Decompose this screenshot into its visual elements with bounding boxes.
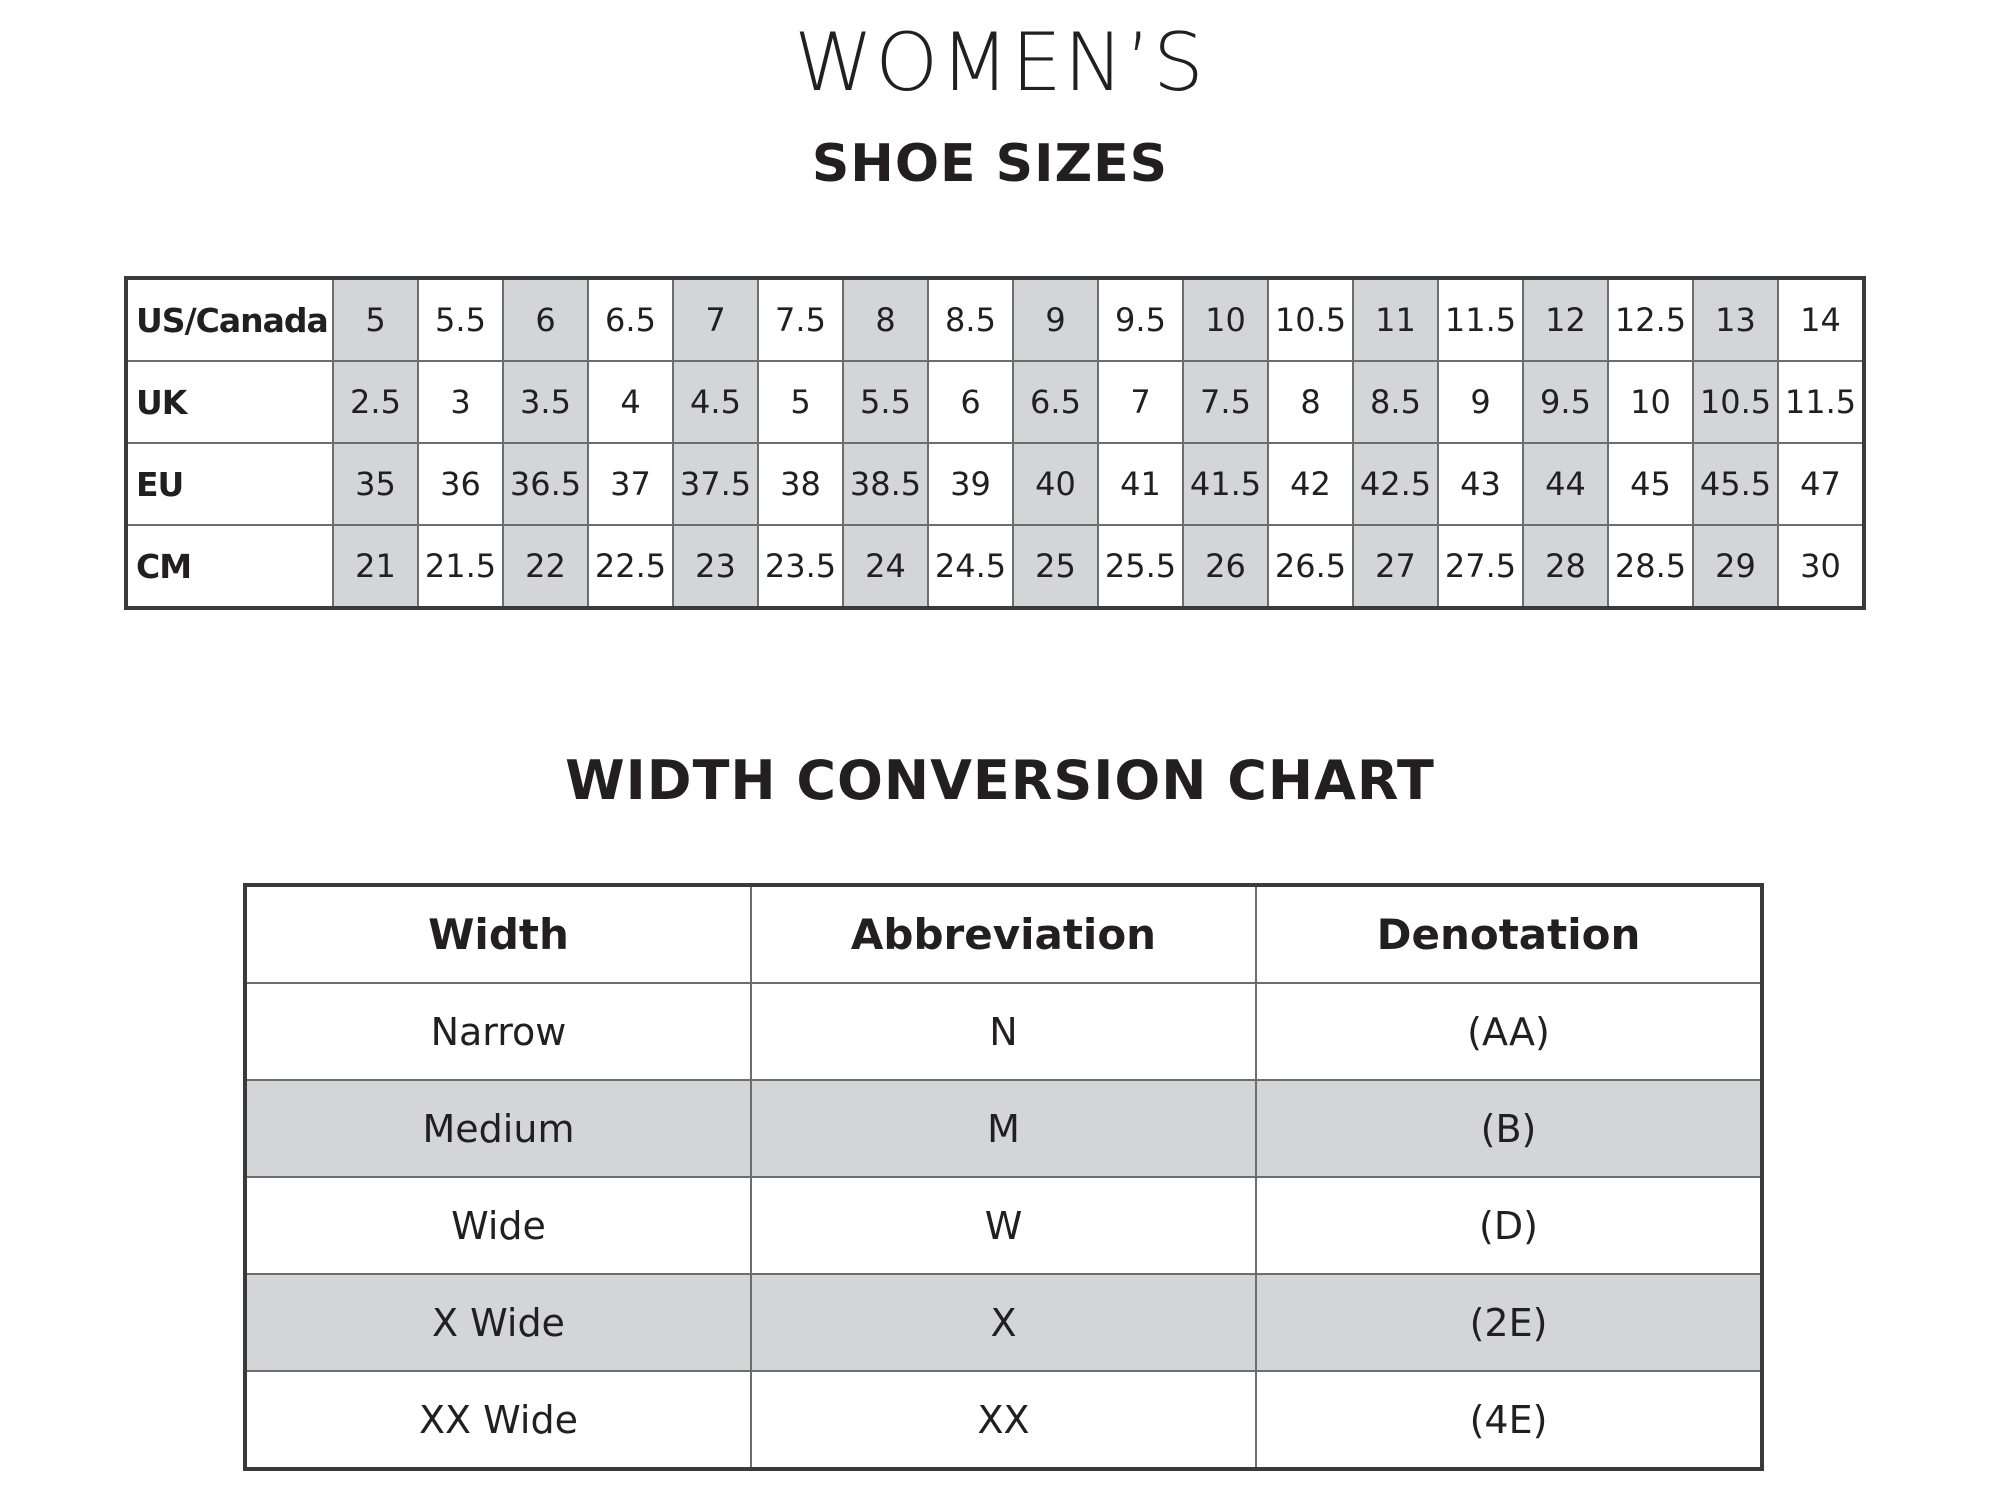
size-cell: 25.5 xyxy=(1098,525,1183,608)
width-cell: Narrow xyxy=(245,983,751,1080)
size-cell: 4 xyxy=(588,361,673,443)
page-subtitle: SHOE SIZES xyxy=(811,134,1169,194)
header-denotation: Denotation xyxy=(1256,885,1762,983)
size-cell: 9 xyxy=(1013,278,1098,361)
size-cell: 24 xyxy=(843,525,928,608)
size-cell: 42 xyxy=(1268,443,1353,525)
size-cell: 30 xyxy=(1778,525,1864,608)
width-row xyxy=(245,1177,1762,1274)
size-cell: 5.5 xyxy=(843,361,928,443)
size-cell: 21 xyxy=(333,525,418,608)
size-cell: 9.5 xyxy=(1523,361,1608,443)
size-row xyxy=(126,361,1864,443)
size-cell: 7.5 xyxy=(1183,361,1268,443)
size-cell: 14 xyxy=(1778,278,1864,361)
size-cell: 3 xyxy=(418,361,503,443)
width-cell: XX Wide xyxy=(245,1371,751,1469)
size-cell: 43 xyxy=(1438,443,1523,525)
width-cell: Wide xyxy=(245,1177,751,1274)
size-cell: 7.5 xyxy=(758,278,843,361)
size-row xyxy=(126,278,1864,361)
size-cell: 6 xyxy=(503,278,588,361)
size-cell: 11.5 xyxy=(1778,361,1864,443)
denotation-cell: (B) xyxy=(1256,1080,1762,1177)
size-cell: 36 xyxy=(418,443,503,525)
size-cell: 10 xyxy=(1183,278,1268,361)
denotation-cell: (AA) xyxy=(1256,983,1762,1080)
size-cell: 41 xyxy=(1098,443,1183,525)
size-cell: 8.5 xyxy=(928,278,1013,361)
width-cell: X Wide xyxy=(245,1274,751,1371)
size-cell: 42.5 xyxy=(1353,443,1438,525)
width-row xyxy=(245,1371,1762,1469)
width-row xyxy=(245,1274,1762,1371)
size-cell: 5.5 xyxy=(418,278,503,361)
size-cell: 41.5 xyxy=(1183,443,1268,525)
size-cell: 22.5 xyxy=(588,525,673,608)
size-cell: 5 xyxy=(758,361,843,443)
size-cell: 12 xyxy=(1523,278,1608,361)
size-cell: 3.5 xyxy=(503,361,588,443)
width-table-header-row xyxy=(245,885,1762,983)
width-chart-title: WIDTH CONVERSION CHART xyxy=(565,749,1435,812)
abbreviation-cell: X xyxy=(751,1274,1256,1371)
size-cell: 10.5 xyxy=(1268,278,1353,361)
size-cell: 27.5 xyxy=(1438,525,1523,608)
size-cell: 11 xyxy=(1353,278,1438,361)
size-cell: 11.5 xyxy=(1438,278,1523,361)
width-row xyxy=(245,983,1762,1080)
size-cell: 45 xyxy=(1608,443,1693,525)
size-cell: 45.5 xyxy=(1693,443,1778,525)
size-cell: 40 xyxy=(1013,443,1098,525)
size-cell: 10.5 xyxy=(1693,361,1778,443)
size-cell: 8 xyxy=(843,278,928,361)
denotation-cell: (4E) xyxy=(1256,1371,1762,1469)
size-cell: 4.5 xyxy=(673,361,758,443)
denotation-cell: (D) xyxy=(1256,1177,1762,1274)
abbreviation-cell: W xyxy=(751,1177,1256,1274)
size-cell: 38.5 xyxy=(843,443,928,525)
size-cell: 47 xyxy=(1778,443,1864,525)
width-row xyxy=(245,1080,1762,1177)
size-cell: 13 xyxy=(1693,278,1778,361)
size-cell: 28.5 xyxy=(1608,525,1693,608)
size-cell: 2.5 xyxy=(333,361,418,443)
header-width: Width xyxy=(245,885,751,983)
size-cell: 37.5 xyxy=(673,443,758,525)
size-cell: 8 xyxy=(1268,361,1353,443)
size-cell: 37 xyxy=(588,443,673,525)
size-cell: 9.5 xyxy=(1098,278,1183,361)
size-cell: 21.5 xyxy=(418,525,503,608)
size-cell: 12.5 xyxy=(1608,278,1693,361)
abbreviation-cell: M xyxy=(751,1080,1256,1177)
header-abbreviation: Abbreviation xyxy=(751,885,1256,983)
size-cell: 5 xyxy=(333,278,418,361)
page-title: WOMEN’S xyxy=(794,16,1206,109)
size-cell: 35 xyxy=(333,443,418,525)
size-cell: 23.5 xyxy=(758,525,843,608)
size-cell: 25 xyxy=(1013,525,1098,608)
size-cell: 7 xyxy=(673,278,758,361)
size-cell: 29 xyxy=(1693,525,1778,608)
size-cell: 6.5 xyxy=(1013,361,1098,443)
width-conversion-table xyxy=(243,883,1764,1471)
size-cell: 10 xyxy=(1608,361,1693,443)
size-cell: 26 xyxy=(1183,525,1268,608)
size-cell: 39 xyxy=(928,443,1013,525)
size-cell: 27 xyxy=(1353,525,1438,608)
shoe-size-table xyxy=(124,276,1866,610)
size-row-label: CM xyxy=(126,525,333,608)
size-cell: 26.5 xyxy=(1268,525,1353,608)
size-cell: 22 xyxy=(503,525,588,608)
size-cell: 8.5 xyxy=(1353,361,1438,443)
size-cell: 7 xyxy=(1098,361,1183,443)
size-row xyxy=(126,443,1864,525)
size-row-label: UK xyxy=(126,361,333,443)
size-cell: 24.5 xyxy=(928,525,1013,608)
size-row-label: EU xyxy=(126,443,333,525)
denotation-cell: (2E) xyxy=(1256,1274,1762,1371)
abbreviation-cell: N xyxy=(751,983,1256,1080)
size-cell: 44 xyxy=(1523,443,1608,525)
size-cell: 36.5 xyxy=(503,443,588,525)
size-cell: 23 xyxy=(673,525,758,608)
size-cell: 9 xyxy=(1438,361,1523,443)
size-row xyxy=(126,525,1864,608)
size-row-label: US/Canada xyxy=(126,278,333,361)
size-cell: 6 xyxy=(928,361,1013,443)
size-cell: 28 xyxy=(1523,525,1608,608)
size-cell: 38 xyxy=(758,443,843,525)
abbreviation-cell: XX xyxy=(751,1371,1256,1469)
width-cell: Medium xyxy=(245,1080,751,1177)
size-cell: 6.5 xyxy=(588,278,673,361)
